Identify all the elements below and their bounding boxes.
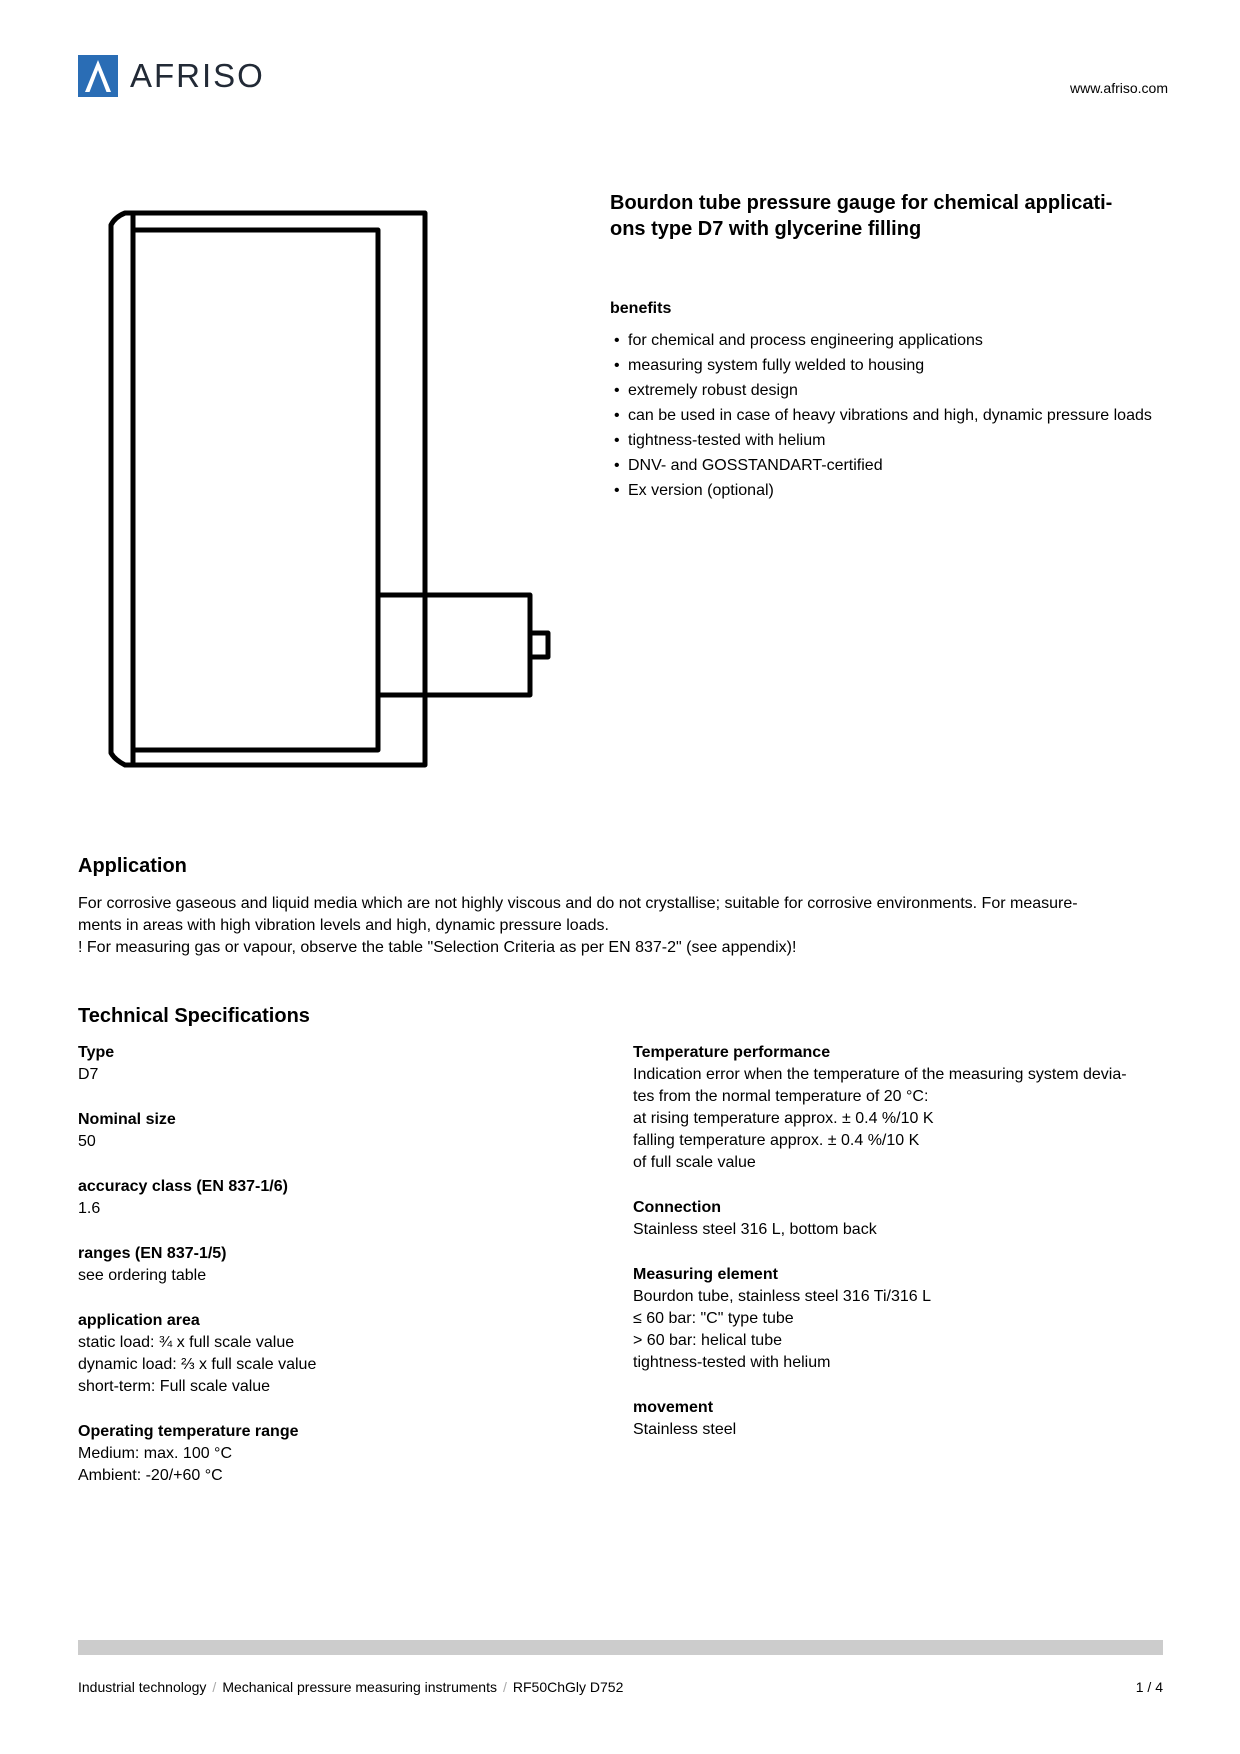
footer-divider-bar <box>78 1640 1163 1655</box>
breadcrumb-separator: / <box>503 1679 507 1695</box>
product-title: Bourdon tube pressure gauge for chemical applicati- ons type D7 with glycerine filling <box>610 192 1113 240</box>
footer <box>78 1679 1163 1695</box>
benefit-item: • DNV- and GOSSTANDART-certified <box>614 456 1154 476</box>
breadcrumb-item: Mechanical pressure measuring instruments <box>222 1679 497 1695</box>
spec-type: Type D7 <box>78 1044 115 1083</box>
benefit-item: • can be used in case of heavy vibrations and high, dynamic pressure loads <box>614 406 1154 426</box>
spec-accuracy-class: accuracy class (EN 837-1/6) 1.6 <box>78 1178 288 1217</box>
application-heading: Application <box>78 855 187 877</box>
brand-name: AFRISO <box>130 57 265 94</box>
benefit-item: • for chemical and process engineering applications <box>614 331 1154 351</box>
spec-movement: movement Stainless steel <box>633 1399 737 1438</box>
spec-ranges: ranges (EN 837-1/5) see ordering table <box>78 1245 227 1284</box>
benefit-item: • measuring system fully welded to housing <box>614 356 1154 376</box>
spec-operating-temperature: Operating temperature range Medium: max. 100 °C Ambient: -20/+60 °C <box>78 1423 299 1484</box>
brand-logo <box>78 55 265 97</box>
spec-column-left <box>78 1042 598 1510</box>
application-text: For corrosive gaseous and liquid media which are not highly viscous and do not crystallise; suitable for corrosive environments. For measure- ments in areas with high vibration levels and high, dynamic pressure loads. ! For measuring gas or vapour, observe the table "Selection Criteria as per EN 837-2" (see appendix)! <box>78 895 1078 956</box>
benefit-item: • Ex version (optional) <box>614 481 1154 501</box>
spec-nominal-size: Nominal size 50 <box>78 1111 176 1150</box>
afriso-logo-icon <box>78 55 118 97</box>
gauge-side-drawing <box>105 205 575 785</box>
website-url[interactable]: www.afriso.com <box>1069 80 1168 96</box>
breadcrumb <box>78 1679 623 1695</box>
spec-application-area: application area static load: ¾ x full scale value dynamic load: ⅔ x full scale value short-term: Full scale value <box>78 1312 317 1395</box>
breadcrumb-item: RF50ChGly D752 <box>512 1679 624 1695</box>
spec-measuring-element: Measuring element Bourdon tube, stainless steel 316 Ti/316 L ≤ 60 bar: "C" type tube > 60 bar: helical tube tightness-tested with helium <box>633 1266 931 1371</box>
spec-column-right <box>633 1042 1173 1464</box>
technical-specifications-heading: Technical Specifications <box>78 1005 310 1027</box>
breadcrumb-item: Industrial technology <box>78 1679 207 1695</box>
spec-temperature-performance: Temperature performance Indication error when the temperature of the measuring system devia- tes from the normal temperature of 20 °C: at rising temperature approx. ± 0.4 %/10 K falling temperature approx. ± 0.4 %/10 K of full scale value <box>633 1044 1127 1171</box>
page-number: 1 / 4 <box>1135 1679 1163 1695</box>
benefit-item: • tightness-tested with helium <box>614 431 1154 451</box>
benefits-list <box>614 331 1154 506</box>
spec-connection: Connection Stainless steel 316 L, bottom back <box>633 1199 877 1238</box>
benefit-item: • extremely robust design <box>614 381 1154 401</box>
benefits-heading: benefits <box>610 300 672 317</box>
breadcrumb-separator: / <box>212 1679 217 1695</box>
